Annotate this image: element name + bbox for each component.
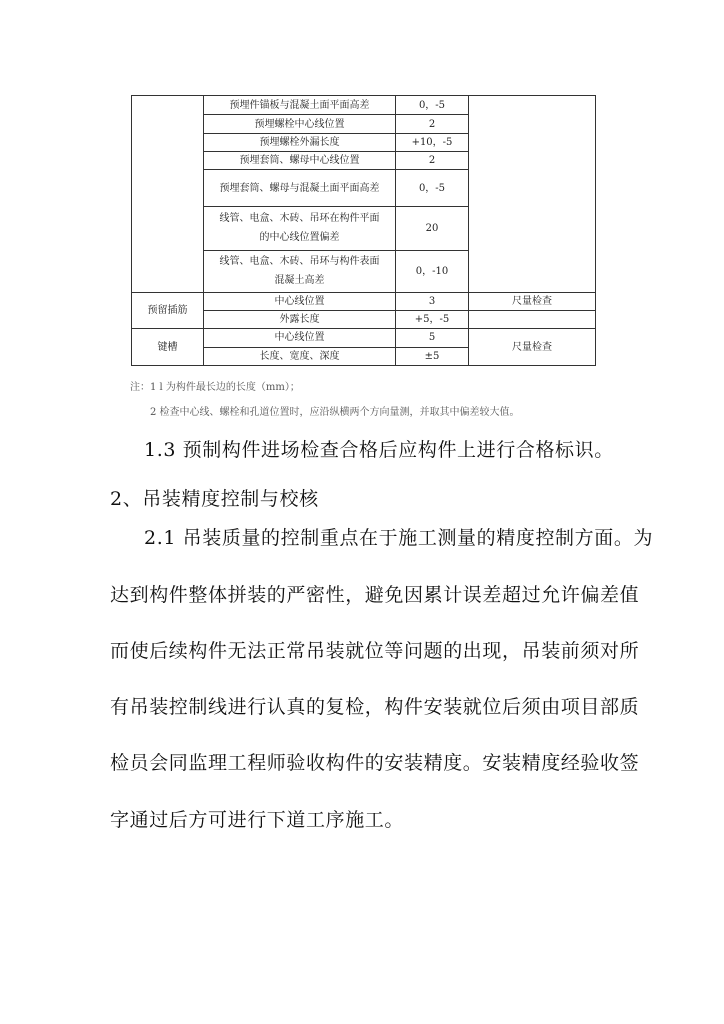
paragraph-1-3: 1.3 预制构件进场检查合格后应构件上进行合格标识。 — [144, 439, 614, 461]
paragraph-line: 有吊装控制线进行认真的复检，构件安装就位后须由项目部质 — [110, 696, 640, 718]
table-row — [132, 329, 596, 347]
tolerance-cell: +5，-5 — [396, 310, 469, 328]
paragraph-line: 字通过后方可进行下道工序施工。 — [110, 809, 405, 831]
paragraph-line: 2.1 吊装质量的控制重点在于施工测量的精度控制方面。为 — [144, 527, 654, 549]
item-cell: 长度、宽度、深度 — [204, 347, 396, 365]
tolerance-cell: +10，-5 — [396, 133, 469, 151]
method-cell: 尺量检查 — [469, 329, 596, 366]
item-line: 的中心线位置偏差 — [259, 232, 340, 244]
tolerance-cell: 2 — [396, 115, 469, 133]
paragraph-line: 而使后续构件无法正常吊装就位等问题的出现，吊装前须对所 — [110, 640, 640, 662]
method-cell: 尺量检查 — [469, 292, 596, 310]
item-cell: 预埋套筒、螺母中心线位置 — [204, 152, 396, 170]
item-cell: 中心线位置 — [204, 292, 396, 310]
item-cell: 中心线位置 — [204, 329, 396, 347]
tolerance-cell: 0，-10 — [396, 250, 469, 292]
item-cell — [204, 250, 396, 292]
group-cell — [132, 96, 204, 293]
tolerance-cell: 2 — [396, 152, 469, 170]
item-line: 线管、电盒、木砖、吊环在构件平面 — [219, 213, 380, 225]
table-row — [132, 96, 596, 115]
tolerance-cell: 5 — [396, 329, 469, 347]
group-cell: 预留插筋 — [132, 292, 204, 329]
method-cell — [469, 96, 596, 293]
tolerance-cell: 20 — [396, 207, 469, 251]
tolerance-cell: 0，-5 — [396, 170, 469, 207]
section-heading-2: 2、吊装精度控制与校核 — [110, 488, 319, 510]
item-line: 混凝土高差 — [274, 275, 325, 287]
table-note-2: 2 检查中心线、螺栓和孔道位置时，应沿纵横两个方向量测，并取其中偏差较大值。 — [150, 407, 520, 418]
item-cell: 预埋套筒、螺母与混凝土面平面高差 — [204, 170, 396, 207]
item-cell: 外露长度 — [204, 310, 396, 328]
tolerance-cell: 0，-5 — [396, 96, 469, 115]
item-cell: 预埋螺栓中心线位置 — [204, 115, 396, 133]
table-note-1: 注：1 l 为构件最长边的长度（mm）； — [130, 382, 300, 393]
item-cell: 预埋螺栓外漏长度 — [204, 133, 396, 151]
table-row — [132, 292, 596, 310]
item-cell — [204, 207, 396, 251]
tolerance-cell: ±5 — [396, 347, 469, 365]
paragraph-line: 检员会同监理工程师验收构件的安装精度。安装精度经验收签 — [110, 752, 640, 774]
tolerance-table — [131, 95, 596, 366]
item-cell: 预埋件锚板与混凝土面平面高差 — [204, 96, 396, 115]
method-cell — [469, 310, 596, 328]
paragraph-line: 达到构件整体拼装的严密性，避免因累计误差超过允许偏差值 — [110, 584, 640, 606]
item-line: 线管、电盒、木砖、吊环与构件表面 — [219, 256, 380, 268]
group-cell: 键槽 — [132, 329, 204, 366]
tolerance-cell: 3 — [396, 292, 469, 310]
